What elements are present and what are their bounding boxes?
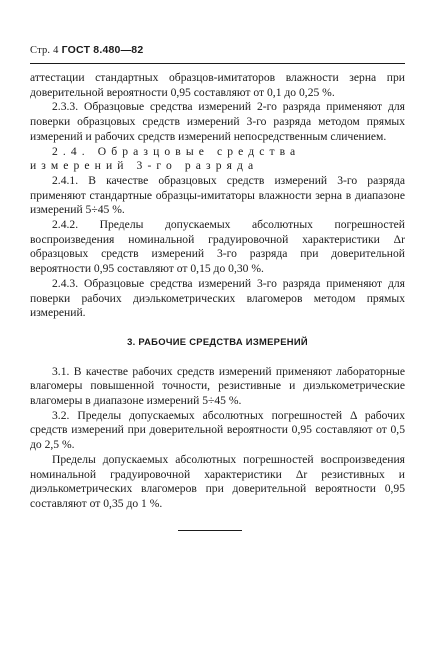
subsection-heading-2-4: 2.4. Образцовые средства измерений 3-го разряда: [30, 144, 301, 173]
paragraph-limits: Пределы допускаемых абсолютных погрешностей воспроизведения номинальной градуировочной характеристики Δr резистивных и диэлькометрических влагомеров при доверительной вероятности 0,95 составляют от 0,35 до 1 %.: [30, 452, 405, 510]
running-head: [30, 44, 143, 56]
standard-number: ГОСТ 8.480—82: [61, 44, 144, 56]
paragraph-3-1: 3.1. В качестве рабочих средств измерений применяют лабораторные влагомеры повышенной точности, резистивные и диэлькометрические влагомеры в диапазоне измерений 5÷45 %.: [30, 364, 405, 408]
end-divider: [178, 530, 242, 531]
section-title: 3. РАБОЧИЕ СРЕДСТВА ИЗМЕРЕНИЙ: [127, 335, 308, 347]
page-label: Стр. 4: [30, 45, 59, 56]
paragraph-2-4-1: 2.4.1. В качестве образцовых средств измерений 3-го разряда применяют стандартные образцы-имитаторы влажности зерна в диапазоне измерений 5÷45 %.: [30, 173, 405, 217]
paragraph-3-2: 3.2. Пределы допускаемых абсолютных погрешностей Δ рабочих средств измерений при доверительной вероятности 0,95 составляют от 0,5 до 2,5 %.: [30, 408, 405, 452]
paragraph-2-4-2: 2.4.2. Пределы допускаемых абсолютных погрешностей воспроизведения номинальной градуировочной характеристики Δr образцовых средств измерений 3-го разряда при доверительной вероятности 0,95 составляют от 0,15 до 0,30 %.: [30, 218, 405, 276]
paragraph-2-4-3: 2.4.3. Образцовые средства измерений 3-го разряда применяют для поверки рабочих диэлькометрических влагомеров методом прямых измерений.: [30, 276, 405, 320]
paragraph-2-3-3: 2.3.3. Образцовые средства измерений 2-го разряда применяют для поверки образцовых средств измерений 3-го разряда методом прямых измерений и рабочих средств измерений непосредственным сличением.: [30, 100, 405, 143]
header-divider: [30, 63, 405, 64]
paragraph-continuation: аттестации стандартных образцов-имитаторов влажности зерна при доверительной вероятности 0,95 составляют от 0,1 до 0,25 %.: [30, 71, 405, 99]
document-body: [30, 71, 405, 512]
